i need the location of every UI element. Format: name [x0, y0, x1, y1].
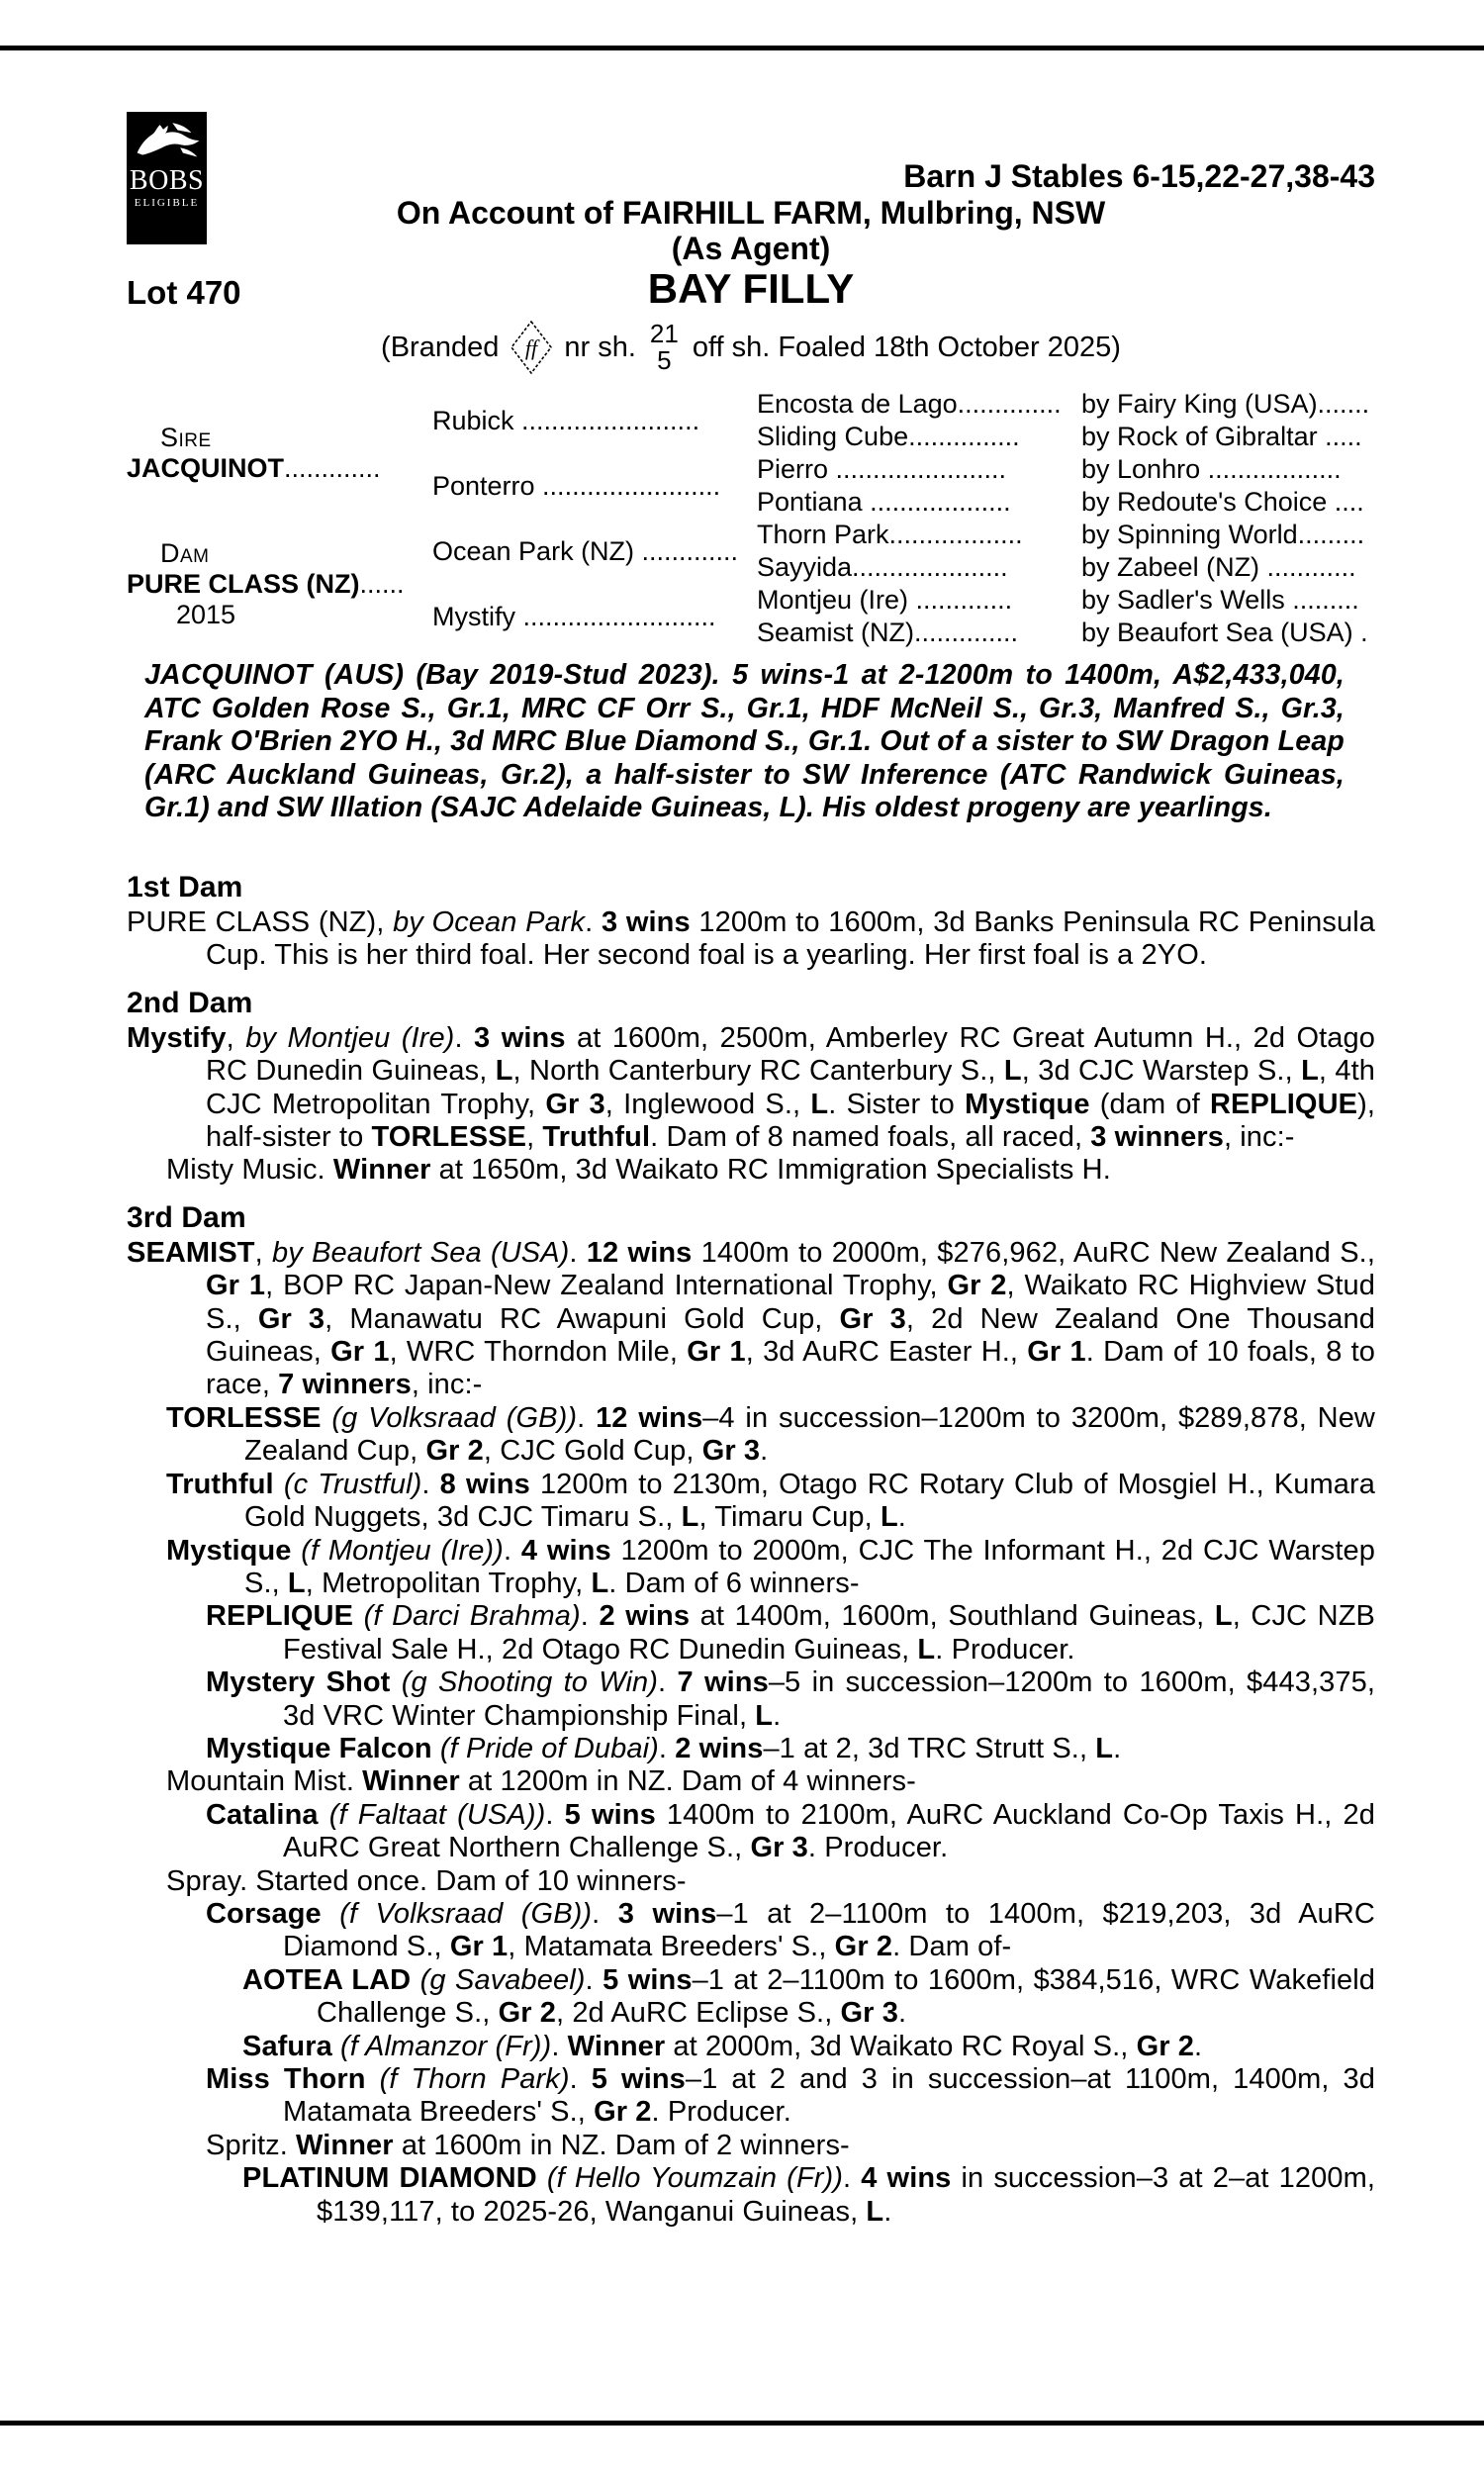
pedigree-gen4-by: by Redoute's Choice ....: [1081, 487, 1364, 517]
sire-race-record: JACQUINOT (AUS) (Bay 2019-Stud 2023). 5 wins-1 at 2-1200m to 1400m, A$2,433,040, ATC Golden Rose S., Gr.1, MRC CF Orr S., Gr.1, HDF McNeil S., Gr.3, Manfred S., Gr.3, Frank O'Brien 2YO H., 3d MRC Blue Diamond S., Gr.1. Out of a sister to SW Dragon Leap (ARC Auckland Guineas, Gr.2), a half-sister to SW Inference (ATC Randwick Guineas, Gr.1) and SW Illation (SAJC Adelaide Guineas, L). His oldest progeny are yearlings.: [144, 659, 1345, 823]
entry-replique: REPLIQUE (f Darci Brahma). 2 wins at 1400m, 1600m, Southland Guineas, L, CJC NZB Festival Sale H., 2d Otago RC Dunedin Guineas, L. Producer.: [206, 1600, 1375, 1665]
branded-suffix: off sh. Foaled 18th October 2025): [692, 331, 1121, 363]
brand-number-top: 21: [649, 319, 679, 348]
pedigree-gen4-by: by Fairy King (USA).......: [1081, 389, 1370, 419]
barn-line: Barn J Stables 6-15,22-27,38-43: [903, 158, 1375, 194]
entry-spray: Spray. Started once. Dam of 10 winners-: [166, 1864, 687, 1897]
pedigree-gen4-by: by Rock of Gibraltar .....: [1081, 422, 1362, 451]
pedigree-gen4-by: by Beaufort Sea (USA) .: [1081, 618, 1368, 647]
entry-mystique-falcon: Mystique Falcon (f Pride of Dubai). 2 wins–1 at 2, 3d TRC Strutt S., L.: [206, 1732, 1122, 1764]
pedigree-gen3-name: Montjeu (Ire) .............: [757, 585, 1013, 615]
pedigree-gen2-sire-dam: Ponterro ........................: [432, 470, 721, 501]
horse-head-icon: [135, 119, 200, 166]
entry-aotea-lad: AOTEA LAD (g Savabeel). 5 wins–1 at 2–1100m to 1600m, $384,516, WRC Wakefield Challenge S., Gr 2, 2d AuRC Eclipse S., Gr 3.: [242, 1963, 1375, 2030]
branded-nr-shoulder: nr sh.: [564, 331, 636, 363]
pedigree-gen2-sire-sire: Rubick ........................: [432, 405, 700, 435]
pedigree-dam-cell: [127, 519, 432, 649]
entry-catalina: Catalina (f Faltaat (USA)). 5 wins 1400m to 2100m, AuRC Auckland Co-Op Taxis H., 2d AuRC Great Northern Challenge S., Gr 3. Producer.: [206, 1798, 1375, 1864]
dam-name-line: [127, 569, 432, 600]
agent-line: (As Agent): [671, 231, 831, 266]
entry-pure-class: PURE CLASS (NZ), by Ocean Park. 3 wins 1200m to 1600m, 3d Banks Peninsula RC Peninsula Cup. This is her third foal. Her second foal is a yearling. Her first foal is a 2YO.: [127, 906, 1376, 972]
entry-miss-thorn: Miss Thorn (f Thorn Park). 5 wins–1 at 2 and 3 in succession–at 1100m, 1400m, 3d Matamata Breeders' S., Gr 2. Producer.: [206, 2063, 1375, 2129]
entry-seamist: SEAMIST, by Beaufort Sea (USA). 12 wins 1400m to 2000m, $276,962, AuRC New Zealand S., Gr 1, BOP RC Japan-New Zealand International Trophy, Gr 2, Waikato RC Highview Stud S., Gr 3, Manawatu RC Awapuni Gold Cup, Gr 3, 2d New Zealand One Thousand Guineas, Gr 1, WRC Thorndon Mile, Gr 1, 3d AuRC Easter H., Gr 1. Dam of 10 foals, 8 to race, 7 winners, inc:-: [127, 1236, 1376, 1401]
entry-mystify: Mystify, by Montjeu (Ire). 3 wins at 1600m, 2500m, Amberley RC Great Autumn H., 2d Otago RC Dunedin Guineas, L, North Canterbury RC Canterbury S., L, 3d CJC Warstep S., L, 4th CJC Metropolitan Trophy, Gr 3, Inglewood S., L. Sister to Mystique (dam of REPLIQUE), half-sister to TORLESSE, Truthful. Dam of 8 named foals, all raced, 3 winners, inc:-: [127, 1021, 1375, 1154]
brand-mark-icon: [509, 319, 554, 376]
pedigree-gen3-name: Encosta de Lago..............: [757, 389, 1062, 419]
sire-label: Sire: [160, 423, 212, 452]
page-title: BAY FILLY: [647, 265, 855, 312]
entry-spritz: Spritz. Winner at 1600m in NZ. Dam of 2 winners-: [206, 2129, 850, 2161]
dam-year: 2015: [176, 599, 236, 629]
entry-misty-music: Misty Music. Winner at 1650m, 3d Waikato RC Immigration Specialists H.: [166, 1154, 1111, 1187]
branded-prefix: (Branded: [381, 331, 500, 363]
entry-platinum-diamond: PLATINUM DIAMOND (f Hello Youmzain (Fr)). 4 wins in succession–3 at 2–at 1200m, $139,117, to 2025-26, Wanganui Guineas, L.: [242, 2162, 1375, 2228]
pedigree-gen4-by: by Zabeel (NZ) ............: [1081, 552, 1356, 582]
branded-line: [127, 319, 1375, 376]
heading-3rd-dam: 3rd Dam: [127, 1200, 246, 1234]
pedigree-gen4-by: by Sadler's Wells .........: [1081, 585, 1359, 615]
logo-title: BOBS: [129, 165, 205, 196]
brand-number-bottom: 5: [657, 345, 672, 375]
pedigree-gen2-dam-dam: Mystify ..........................: [432, 601, 716, 631]
page-top-rule: [0, 46, 1484, 50]
pedigree-gen3-name: Thorn Park..................: [757, 520, 1023, 549]
dam-sections: [127, 871, 1375, 2229]
pedigree-gen3-name: Pontiana ...................: [757, 487, 1011, 517]
logo-subtitle: ELIGIBLE: [134, 197, 200, 209]
heading-1st-dam: 1st Dam: [127, 871, 243, 904]
entry-mountain-mist: Mountain Mist. Winner at 1200m in NZ. Dam of 4 winners-: [166, 1765, 916, 1798]
dam-label: Dam: [160, 537, 210, 568]
entry-truthful: Truthful (c Trustful). 8 wins 1200m to 2130m, Otago RC Rotary Club of Mosgiel H., Kumara Gold Nuggets, 3d CJC Timaru S., L, Timaru Cup, L.: [166, 1468, 1375, 1534]
sire-name-line: [127, 453, 432, 484]
entry-safura: Safura (f Almanzor (Fr)). Winner at 2000m, 3d Waikato RC Royal S., Gr 2.: [242, 2030, 1203, 2062]
lot-number: Lot 470: [127, 274, 241, 311]
pedigree-gen3-name: Seamist (NZ)..............: [757, 618, 1019, 647]
brand-number: [650, 321, 679, 374]
page-bottom-rule: [0, 2421, 1484, 2426]
entry-mystery-shot: Mystery Shot (g Shooting to Win). 7 wins–5 in succession–1200m to 1600m, $443,375, 3d VRC Winter Championship Final, L.: [206, 1666, 1375, 1732]
pedigree-gen3-name: Sliding Cube...............: [757, 422, 1020, 451]
entry-torlesse: TORLESSE (g Volksraad (GB)). 12 wins–4 in succession–1200m to 3200m, $289,878, New Zealand Cup, Gr 2, CJC Gold Cup, Gr 3.: [166, 1401, 1375, 1468]
pedigree-gen2-dam-sire: Ocean Park (NZ) .............: [432, 535, 739, 566]
leader-dots: ......: [359, 568, 405, 599]
brand-mark-letters: ff: [525, 335, 538, 360]
leader-dots: .............: [284, 453, 381, 483]
pedigree-sire-cell: [127, 388, 432, 519]
pedigree-table: [127, 388, 1375, 649]
pedigree-gen3-name: Pierro .......................: [757, 454, 1007, 484]
pedigree-gen4-by: by Spinning World.........: [1081, 520, 1365, 549]
entry-corsage: Corsage (f Volksraad (GB)). 3 wins–1 at 2–1100m to 1400m, $219,203, 3d AuRC Diamond S., Gr 1, Matamata Breeders' S., Gr 2. Dam of-: [206, 1897, 1375, 1963]
pedigree-gen3-name: Sayyida.....................: [757, 552, 1008, 582]
entry-mystique: Mystique (f Montjeu (Ire)). 4 wins 1200m to 2000m, CJC The Informant H., 2d CJC Warstep S., L, Metropolitan Trophy, L. Dam of 6 winners-: [166, 1534, 1375, 1599]
heading-2nd-dam: 2nd Dam: [127, 986, 253, 1019]
vendor-line: On Account of FAIRHILL FARM, Mulbring, NSW: [396, 195, 1106, 231]
dam-name: PURE CLASS (NZ): [127, 568, 360, 599]
pedigree-gen4-by: by Lonhro ..................: [1081, 454, 1342, 484]
sire-name: JACQUINOT: [127, 453, 285, 483]
